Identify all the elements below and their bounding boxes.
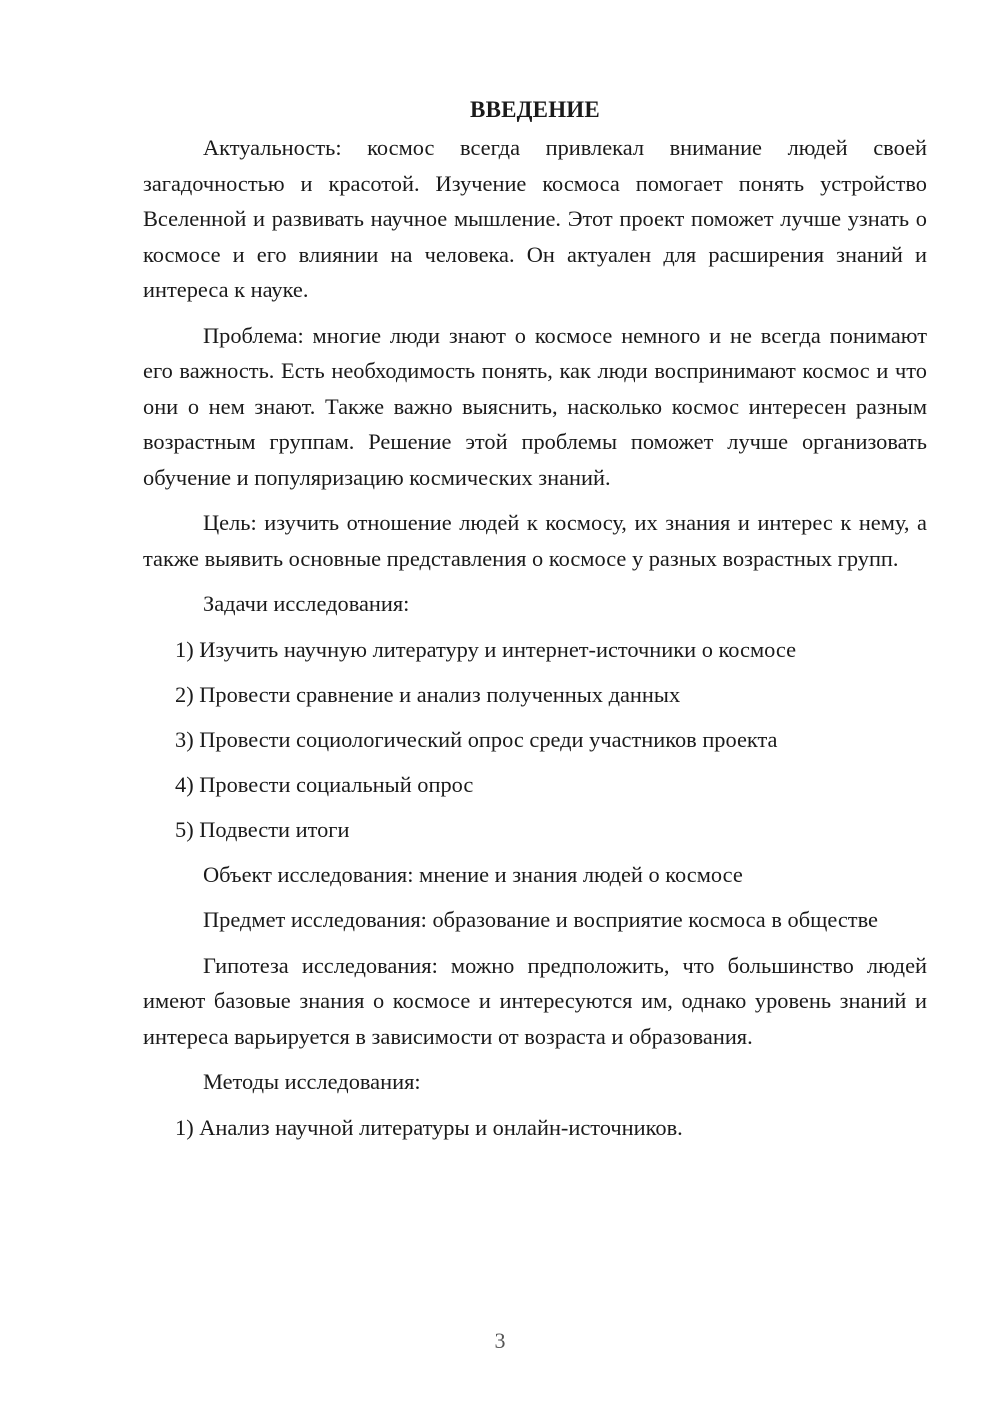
methods-list bbox=[143, 1110, 927, 1146]
page-number: 3 bbox=[494, 1328, 506, 1353]
goal-paragraph: Цель: изучить отношение людей к космосу, их знания и интерес к нему, а также выявить основные представления о космосе у разных возрастных групп. bbox=[143, 510, 927, 571]
tasks-list bbox=[143, 632, 927, 848]
methods-heading: Методы исследования: bbox=[203, 1069, 421, 1095]
page-title: ВВЕДЕНИЕ bbox=[470, 97, 600, 122]
list-item: 4) Провести социальный опрос bbox=[175, 771, 474, 797]
hypothesis-paragraph: Гипотеза исследования: можно предположить, что большинство людей имеют базовые знания о космосе и интересуются им, однако уровень знаний и интереса варьируется в зависимости от возраста и образования. bbox=[143, 952, 927, 1049]
problem-paragraph: Проблема: многие люди знают о космосе немного и не всегда понимают его важность. Есть необходимость понять, как люди воспринимают космос и что они о нем знают. Также важно выяснить, насколько космос интересен разным возрастным группам. Решение этой проблемы поможет лучше организовать обучение и популяризацию космических знаний. bbox=[143, 322, 927, 490]
actuality-paragraph: Актуальность: космос всегда привлекал внимание людей своей загадочностью и красотой. Изучение космоса помогает понять устройство Вселенной и развивать научное мышление. Этот проект поможет лучше узнать о космосе и его влиянии на человека. Он актуален для расширения знаний и интереса к науке. bbox=[143, 135, 927, 302]
subject-paragraph: Предмет исследования: образование и восприятие космоса в обществе bbox=[203, 907, 878, 933]
list-item: 2) Провести сравнение и анализ полученных данных bbox=[175, 681, 681, 707]
tasks-heading: Задачи исследования: bbox=[203, 591, 410, 616]
object-paragraph: Объект исследования: мнение и знания людей о космосе bbox=[203, 861, 743, 887]
list-item: 5) Подвести итоги bbox=[175, 816, 350, 842]
document-page bbox=[143, 92, 927, 1155]
list-item: 1) Изучить научную литературу и интернет-источники о космосе bbox=[175, 636, 797, 662]
list-item: 3) Провести социологический опрос среди участников проекта bbox=[175, 726, 778, 752]
list-item: 1) Анализ научной литературы и онлайн-источников. bbox=[175, 1114, 683, 1140]
